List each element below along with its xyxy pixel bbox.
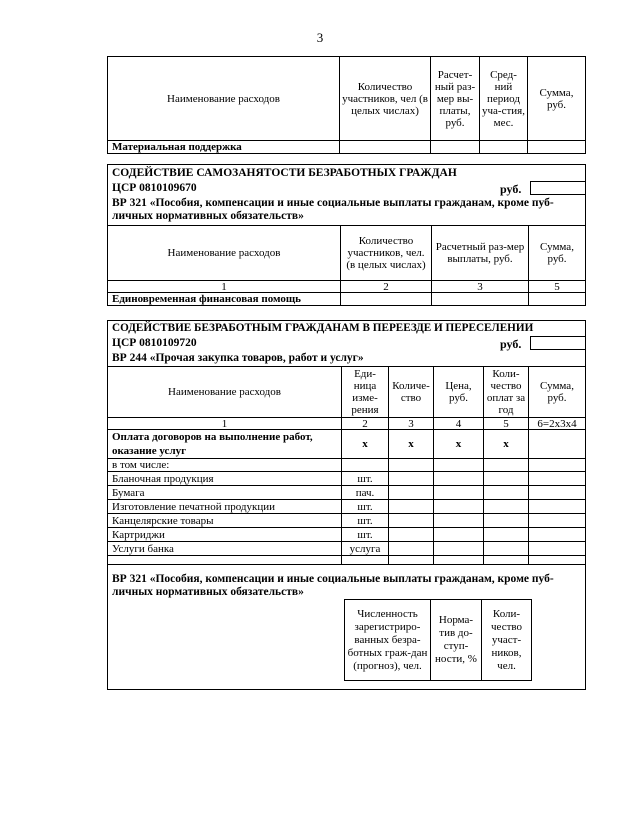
col-num: 6=2х3х4 [528,417,586,430]
header-name: Наименование расходов [107,366,342,418]
cell-empty [341,458,389,472]
cell-empty [433,555,484,565]
cell-empty[interactable] [431,292,529,306]
cell-empty [527,140,586,154]
section-1-rub-label: руб. [500,182,522,196]
cell-empty[interactable] [528,527,586,542]
cell-empty[interactable] [433,471,484,486]
item-name: Услуги банка [107,541,342,556]
section-1-rub-field[interactable] [530,181,586,195]
cell-empty [388,458,434,472]
cell-empty[interactable] [528,541,586,556]
header-sum: Сумма, руб. [527,56,586,141]
section-2-rub-label: руб. [500,337,522,351]
item-name: Бумага [107,485,342,500]
cell-empty[interactable] [388,485,434,500]
header-participants: Коли-чество участ-ников, чел. [481,599,532,681]
item-unit: шт. [341,471,389,486]
x-mark: х [341,429,389,459]
col-num: 5 [483,417,529,430]
row-one-time-aid: Единовременная финансовая помощь [107,292,341,306]
header-availability-norm: Норма-тив до-ступ-ности, % [430,599,482,681]
cell-empty [339,140,431,154]
row-contract-payment: Оплата договоров на выполнение работ, оказание услуг [107,429,342,459]
x-mark: х [483,429,529,459]
cell-empty [430,140,480,154]
item-unit: услуга [341,541,389,556]
cell-empty[interactable] [483,499,529,514]
col-num: 1 [107,280,341,293]
header-participants: Количество участников, чел (в целых числах) [339,56,431,141]
cell-empty[interactable] [528,429,586,459]
header-quantity: Количе-ство [388,366,434,418]
cell-empty[interactable] [528,499,586,514]
cell-empty [483,555,529,565]
cell-empty [479,140,528,154]
header-participants: Количество участников, чел. (в целых числах) [340,225,432,281]
cell-empty [483,458,529,472]
x-mark: х [433,429,484,459]
cell-empty [107,555,342,565]
row-material-support: Материальная поддержка [107,140,340,154]
cell-empty [341,555,389,565]
section-1-title: СОДЕЙСТВИЕ САМОЗАНЯТОСТИ БЕЗРАБОТНЫХ ГРАЖДАН [112,167,457,179]
item-name: Канцелярские товары [107,513,342,528]
col-num: 2 [341,417,389,430]
cell-empty [528,555,586,565]
cell-empty[interactable] [433,541,484,556]
section-2-vr-321: ВР 321 «Пособия, компенсации и иные социальные выплаты гражданам, кроме пуб-личных нормативных обязательств» [112,573,554,598]
header-unit: Еди-ница изме-рения [341,366,389,418]
header-name: Наименование расходов [107,56,340,141]
cell-empty[interactable] [528,471,586,486]
cell-empty[interactable] [483,541,529,556]
cell-empty[interactable] [388,499,434,514]
header-payments-per-year: Коли-чество оплат за год [483,366,529,418]
page-number: 3 [316,30,324,45]
cell-empty[interactable] [388,471,434,486]
cell-empty[interactable] [433,485,484,500]
cell-empty[interactable] [528,292,586,306]
item-unit: шт. [341,527,389,542]
col-num: 3 [431,280,529,293]
item-unit: шт. [341,513,389,528]
cell-empty [528,458,586,472]
cell-empty[interactable] [483,513,529,528]
cell-empty [433,458,484,472]
header-payment-size: Расчет-ный раз-мер вы-платы, руб. [430,56,480,141]
section-2-rub-field[interactable] [530,336,586,350]
section-2-title: СОДЕЙСТВИЕ БЕЗРАБОТНЫМ ГРАЖДАНАМ В ПЕРЕЕЗДЕ И ПЕРЕСЕЛЕНИИ [112,322,534,334]
col-num: 1 [107,417,342,430]
item-unit: шт. [341,499,389,514]
header-sum: Сумма, руб. [528,225,586,281]
section-2-csr: ЦСР 0810109720 [112,337,197,349]
item-name: Изготовление печатной продукции [107,499,342,514]
item-name: Бланочная продукция [107,471,342,486]
header-registered-unemployed: Численность зарегистриро-ванных безра-ботных граж-дан (прогноз), чел. [344,599,431,681]
row-including: в том числе: [107,458,342,472]
cell-empty[interactable] [388,513,434,528]
cell-empty[interactable] [528,513,586,528]
col-num: 4 [433,417,484,430]
cell-empty[interactable] [433,527,484,542]
header-period: Сред-ний период уча-стия, мес. [479,56,528,141]
col-num: 3 [388,417,434,430]
cell-empty[interactable] [388,527,434,542]
x-mark: х [388,429,434,459]
item-unit: пач. [341,485,389,500]
section-1-vr: ВР 321 «Пособия, компенсации и иные социальные выплаты гражданам, кроме пуб-личных нормативных обязательств» [112,197,554,222]
cell-empty[interactable] [483,485,529,500]
section-2-vr: ВР 244 «Прочая закупка товаров, работ и услуг» [112,352,364,364]
cell-empty [388,555,434,565]
header-sum: Сумма, руб. [528,366,586,418]
item-name: Картриджи [107,527,342,542]
cell-empty[interactable] [433,513,484,528]
cell-empty[interactable] [483,471,529,486]
cell-empty[interactable] [388,541,434,556]
section-1-csr: ЦСР 0810109670 [112,182,197,194]
cell-empty[interactable] [340,292,432,306]
header-name: Наименование расходов [107,225,341,281]
header-price: Цена, руб. [433,366,484,418]
col-num: 5 [528,280,586,293]
cell-empty[interactable] [528,485,586,500]
cell-empty[interactable] [483,527,529,542]
header-payment-size: Расчетный раз-мер выплаты, руб. [431,225,529,281]
col-num: 2 [340,280,432,293]
cell-empty[interactable] [433,499,484,514]
